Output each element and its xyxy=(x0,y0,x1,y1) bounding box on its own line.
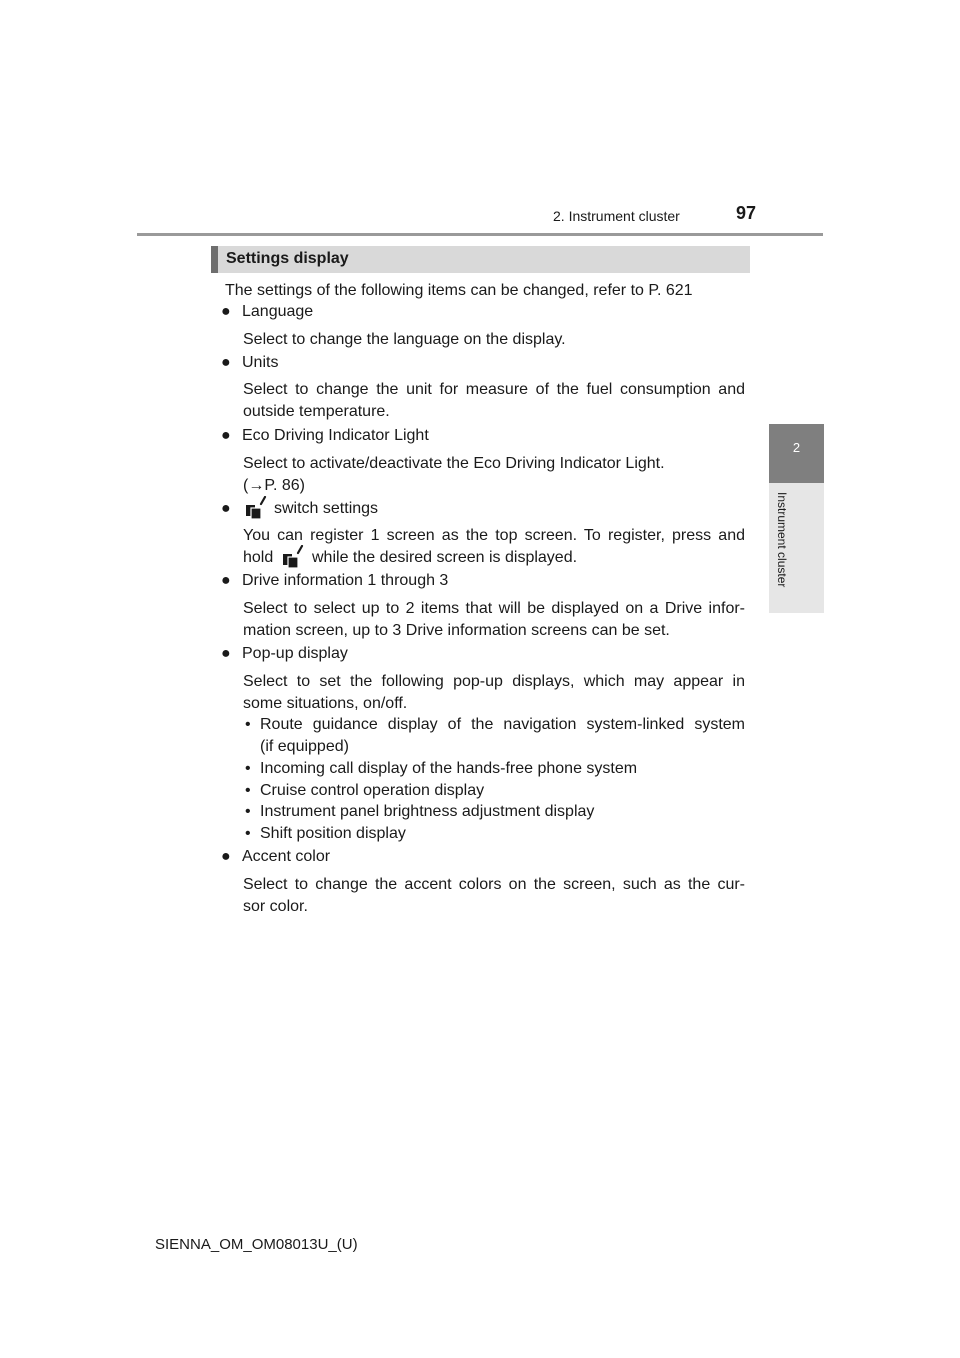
item-popup-title: Pop-up display xyxy=(242,645,348,662)
popup-sub-item-shift: Shift position display xyxy=(260,825,406,842)
sub-bullet: • xyxy=(245,782,251,799)
item-eco-page-ref: (→P. 86) xyxy=(243,477,305,494)
intro-text: The settings of the following items can be changed, refer to P. 621 xyxy=(225,282,693,299)
item-language-desc: Select to change the language on the display. xyxy=(243,331,566,348)
sub-bullet: • xyxy=(245,760,251,777)
chapter-label: Instrument cluster xyxy=(775,492,789,588)
running-header-section: 2. Instrument cluster xyxy=(553,208,680,224)
item-switch-desc-hold: hold xyxy=(243,549,274,566)
bullet: ● xyxy=(221,427,231,444)
item-eco-desc-line1: Select to activate/deactivate the Eco Driving Indicator Light. xyxy=(243,455,665,472)
footer-doc-id: SIENNA_OM_OM08013U_(U) xyxy=(155,1236,358,1253)
item-switch-title: switch settings xyxy=(274,500,379,517)
chapter-number: 2 xyxy=(792,440,801,455)
popup-sub-item-cruise: Cruise control operation display xyxy=(260,782,485,799)
header-rule xyxy=(137,233,823,236)
item-switch-desc-line1: You can register 1 screen as the top screen. To register, press and xyxy=(243,527,745,544)
bullet: ● xyxy=(221,354,231,371)
sub-bullet: • xyxy=(245,716,251,733)
item-drive-info-desc-line1: Select to select up to 2 items that will be displayed on a Drive infor- xyxy=(243,600,745,617)
popup-sub-item-route-line1: Route guidance display of the navigation system-linked system xyxy=(260,716,745,733)
popup-sub-item-incoming-call: Incoming call display of the hands-free phone system xyxy=(260,760,638,777)
item-switch-desc-rest: while the desired screen is displayed. xyxy=(312,549,578,566)
sub-bullet: • xyxy=(245,803,251,820)
bullet: ● xyxy=(221,645,231,662)
popup-sub-item-route-line2: (if equipped) xyxy=(260,738,349,755)
bullet: ● xyxy=(221,848,231,865)
chapter-tab xyxy=(769,424,824,483)
item-units-title: Units xyxy=(242,354,279,371)
item-popup-desc-line1: Select to set the following pop-up displays, which may appear in xyxy=(243,673,745,690)
bullet: ● xyxy=(221,303,231,320)
item-drive-info-title: Drive information 1 through 3 xyxy=(242,572,449,589)
item-units-desc-line1: Select to change the unit for measure of the fuel consumption and xyxy=(243,381,745,398)
sub-bullet: • xyxy=(245,825,251,842)
display-change-switch-icon xyxy=(244,496,268,525)
section-title-bar xyxy=(211,246,750,273)
item-accent-desc-line1: Select to change the accent colors on the screen, such as the cur- xyxy=(243,876,745,893)
item-accent-desc-line2: sor color. xyxy=(243,898,308,915)
bullet: ● xyxy=(221,572,231,589)
item-popup-desc-line2: some situations, on/off. xyxy=(243,695,408,712)
bullet: ● xyxy=(221,500,231,517)
item-eco-title: Eco Driving Indicator Light xyxy=(242,427,429,444)
page-number: 97 xyxy=(736,203,757,223)
popup-sub-item-brightness: Instrument panel brightness adjustment display xyxy=(260,803,595,820)
section-title: Settings display xyxy=(226,250,349,267)
item-units-desc-line2: outside temperature. xyxy=(243,403,390,420)
item-drive-info-desc-line2: mation screen, up to 3 Drive information screens can be set. xyxy=(243,622,670,639)
item-language-title: Language xyxy=(242,303,314,320)
item-accent-title: Accent color xyxy=(242,848,331,865)
